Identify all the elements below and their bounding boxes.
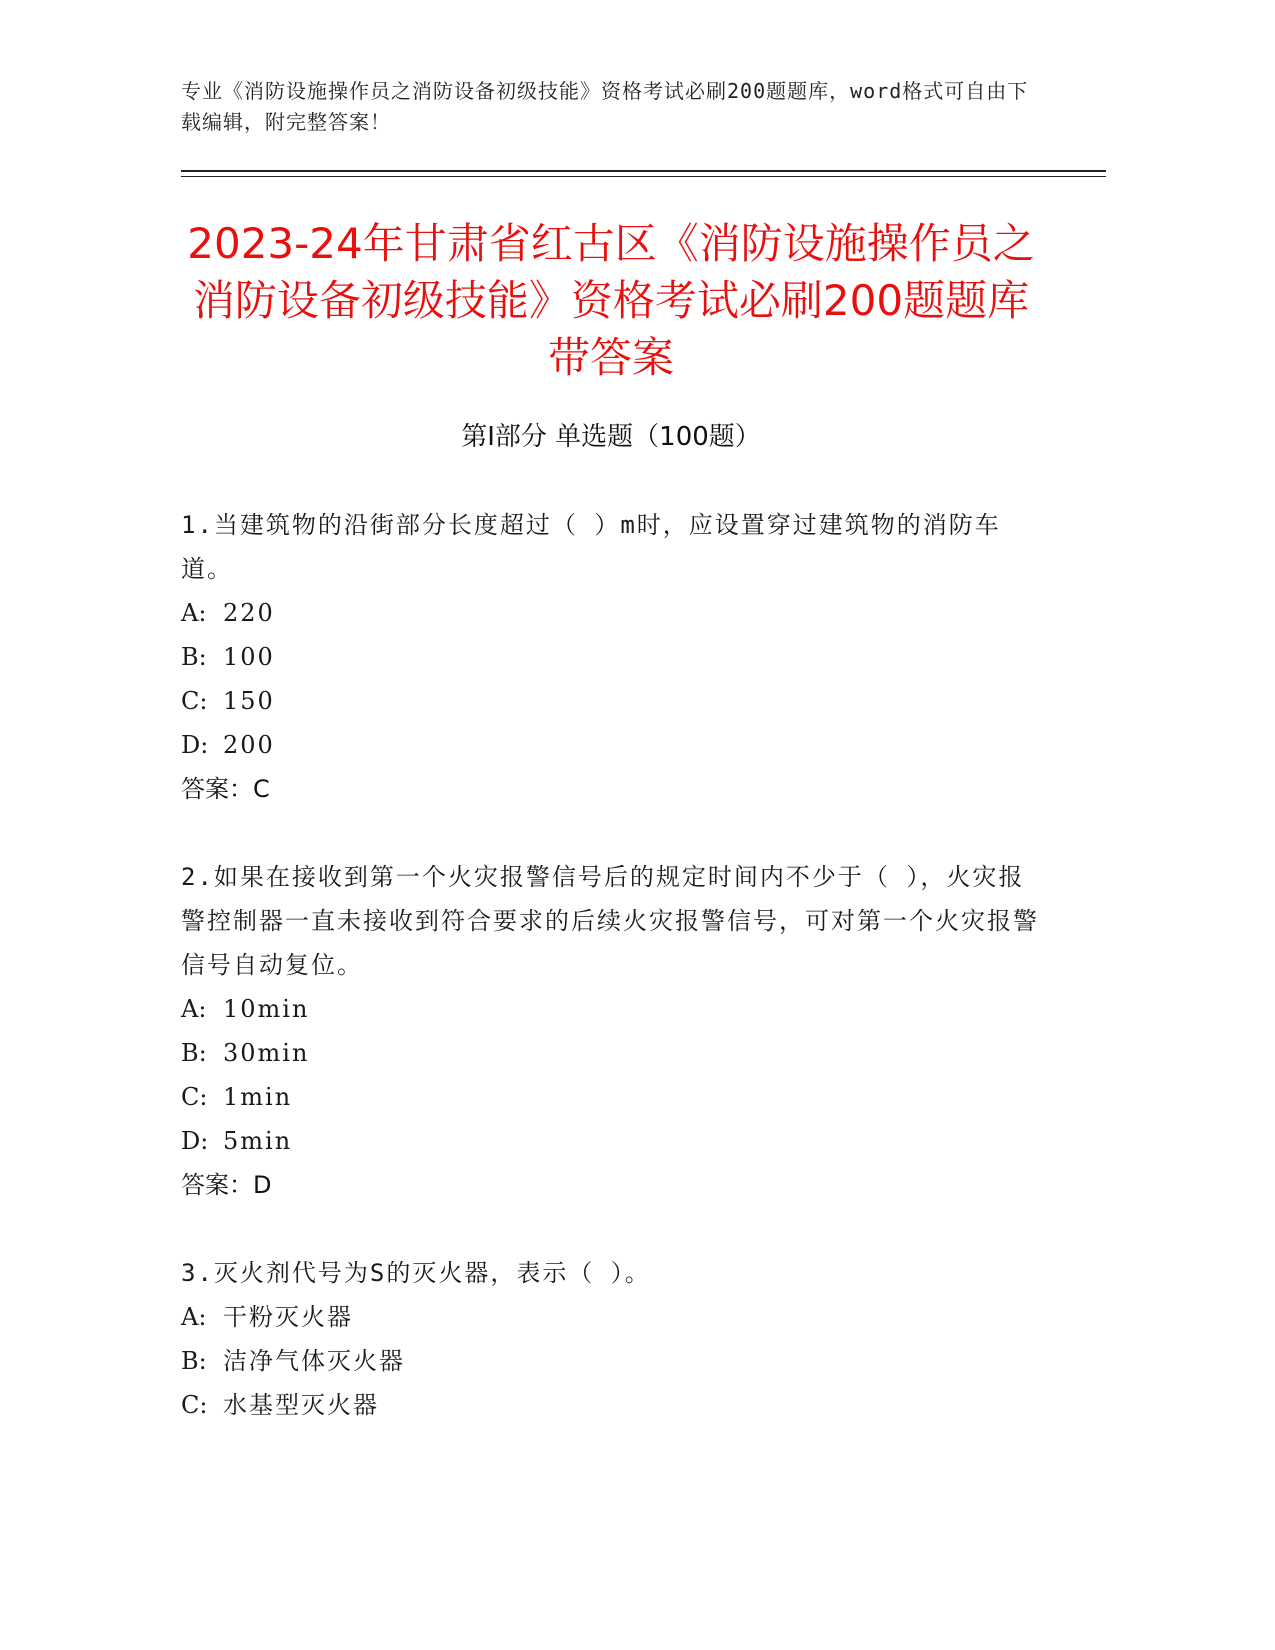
question-3 [181, 1251, 1041, 1427]
option-d [181, 1119, 1041, 1163]
question-list [181, 503, 1041, 1471]
option-text: 水基型灭火器 [223, 1391, 379, 1419]
option-a [181, 591, 1041, 635]
answer-line: 答案：C [181, 775, 270, 803]
option-b [181, 1339, 1041, 1383]
option-key: B: [181, 1347, 207, 1375]
document-title: 2023-24年甘肃省红古区《消防设施操作员之消防设备初级技能》资格考试必刷200题题库带答案 [187, 219, 1035, 382]
answer-line: 答案：D [181, 1171, 272, 1199]
option-text: 220 [223, 599, 275, 627]
question-1 [181, 503, 1041, 811]
option-key: C: [181, 1391, 208, 1419]
question-stem: 3.灭火剂代号为S的灭火器，表示（ ）。 [181, 1259, 651, 1287]
option-a [181, 1295, 1041, 1339]
option-text: 干粉灭火器 [223, 1303, 353, 1331]
option-key: B: [181, 1039, 207, 1067]
header-divider-thin [181, 176, 1106, 177]
option-key: B: [181, 643, 207, 671]
option-d [181, 723, 1041, 767]
option-text: 10min [223, 995, 310, 1023]
option-c [181, 679, 1041, 723]
option-a [181, 987, 1041, 1031]
option-key: C: [181, 687, 208, 715]
option-key: D: [181, 731, 209, 759]
question-stem: 1.当建筑物的沿街部分长度超过（ ）m时，应设置穿过建筑物的消防车道。 [181, 511, 1001, 583]
header-divider-thick [181, 170, 1106, 172]
option-text: 100 [223, 643, 275, 671]
option-text: 洁净气体灭火器 [223, 1347, 405, 1375]
option-text: 150 [223, 687, 275, 715]
option-key: C: [181, 1083, 208, 1111]
option-text: 5min [223, 1127, 293, 1155]
section-heading: 第Ⅰ部分 单选题（100题） [461, 422, 761, 452]
option-key: D: [181, 1127, 209, 1155]
option-text: 200 [223, 731, 275, 759]
question-2 [181, 855, 1041, 1207]
option-text: 1min [223, 1083, 293, 1111]
option-c [181, 1075, 1041, 1119]
option-c [181, 1383, 1041, 1427]
option-key: A: [181, 599, 207, 627]
option-text: 30min [223, 1039, 310, 1067]
question-stem: 2.如果在接收到第一个火灾报警信号后的规定时间内不少于（ ），火灾报警控制器一直未接收到符合要求的后续火灾报警信号，可对第一个火灾报警信号自动复位。 [181, 863, 1039, 979]
option-b [181, 1031, 1041, 1075]
option-b [181, 635, 1041, 679]
option-key: A: [181, 995, 207, 1023]
header-note: 专业《消防设施操作员之消防设备初级技能》资格考试必刷200题题库，word格式可自由下载编辑，附完整答案！ [181, 79, 1029, 134]
option-key: A: [181, 1303, 207, 1331]
